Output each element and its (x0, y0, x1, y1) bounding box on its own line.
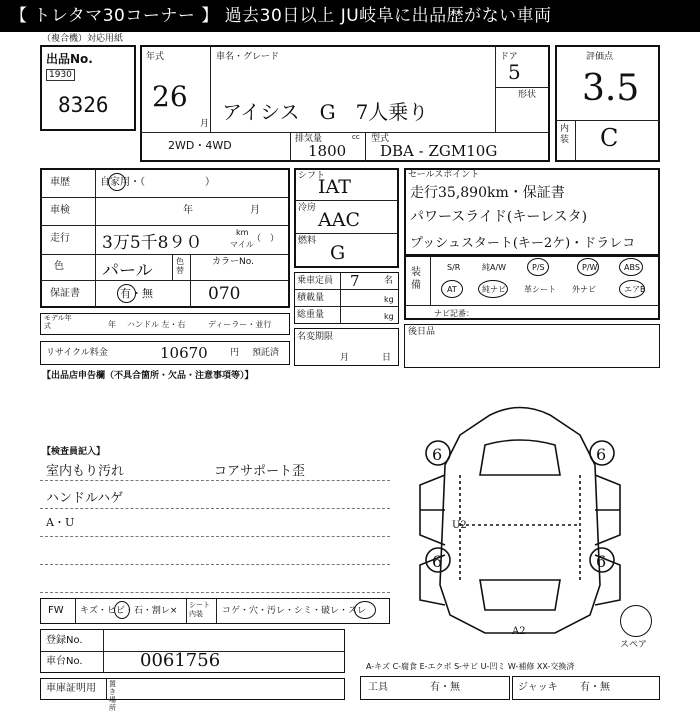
model-year-unit: 年 (108, 320, 116, 329)
remarks-caption: 【出品店申告欄（不具合箇所・欠品・注意事項等）】 (42, 371, 254, 381)
seat-circle (354, 601, 376, 619)
equip-abs: ABS (624, 263, 640, 272)
warranty-circle (117, 284, 136, 303)
inspection-label: 車検 (50, 205, 70, 216)
color-value: パール (102, 261, 153, 281)
model-label: 型式 (371, 134, 390, 144)
mileage-value: 3万5千8９０ (102, 233, 203, 253)
equip-circle-ps (527, 258, 549, 276)
car-damage-diagram (410, 395, 630, 645)
car-name-label: 車名・グレード (216, 52, 280, 62)
equip-circle-nav (478, 280, 508, 298)
dealer-options: ディーラー・並行 (208, 320, 272, 329)
selling-points-label: セールスポイント (408, 170, 480, 180)
mileage-label: 走行 (50, 233, 70, 244)
reg-change-day: 日 (382, 353, 392, 363)
equip-airbag: エアB (624, 285, 646, 294)
recycle-note: 預託済 (252, 348, 280, 358)
equip-circle-abs (619, 258, 643, 276)
displacement-label: 排気量 (295, 134, 323, 144)
fuel-value: G (330, 242, 346, 264)
grade-value: 3.5 (582, 68, 640, 109)
damage-legend: A-キズ C-腐食 E-エクボ S-サビ U-凹ミ W-補修 XX-交換済 (366, 662, 575, 671)
drive-options: 2WD・4WD (168, 139, 232, 152)
lot-number: 8326 (58, 93, 109, 117)
equip-aftermarket-nav: 外ナビ (572, 285, 596, 294)
interior-value: C (600, 124, 619, 152)
history-circle (108, 173, 126, 191)
color-code-value: 070 (208, 284, 241, 304)
weight-label: 総重量 (297, 310, 325, 320)
reg-change-label: 名変期限 (297, 332, 334, 342)
fw-options: キズ・ヒビ・石・割レ× (80, 606, 178, 616)
spare-tire-icon (620, 605, 652, 637)
equip-circle-airbag (619, 280, 645, 298)
tools-value: 有・無 (430, 682, 460, 693)
inspection-year: 年 (183, 205, 193, 216)
inspector-caption: 【検査員記入】 (42, 447, 106, 457)
fw-label: FW (48, 605, 64, 616)
color-code-label: カラーNo. (212, 257, 254, 267)
mileage-paren: （ ） (252, 234, 280, 244)
later-items-box (404, 324, 660, 368)
reg-change-month: 月 (340, 353, 350, 363)
tire-mark-rear-right: 6 (596, 552, 607, 571)
form-header-note: （複合機）対応用紙 (42, 34, 124, 44)
fuel-label: 燃料 (298, 236, 317, 246)
displacement-unit: cc (352, 133, 360, 141)
equip-leather-seat: 革シート (524, 285, 556, 294)
handle-options: ハンドル 左・右 (127, 320, 186, 329)
shift-value: IAT (318, 176, 351, 198)
selling-point-line-1: 走行35,890km・保証書 (410, 185, 565, 201)
inspector-note-1: 室内もり汚れ (46, 464, 125, 479)
aircon-value: AAC (318, 209, 360, 231)
recycle-value: 10670 (160, 344, 208, 362)
recycle-unit: 円 (230, 348, 240, 358)
jack-value: 有・無 (580, 682, 610, 693)
inspector-note-right: コアサポート歪 (214, 464, 306, 479)
history-label: 車歴 (50, 177, 70, 188)
equip-alloy-wheel: 純A/W (482, 263, 507, 272)
history-options: 自家用・（ ） (100, 177, 215, 188)
seat-label: シート内装 (189, 601, 210, 618)
garage-label: 車庫証明用 (46, 683, 96, 694)
mileage-unit-km: km (236, 228, 249, 237)
garage-place-label: 置き場所 (109, 680, 116, 712)
lot-label: 出品No. (46, 52, 93, 66)
tire-mark-front-right: 6 (596, 445, 607, 464)
capacity-value: 7 (350, 272, 360, 290)
equip-circle-at (441, 280, 463, 298)
model-year-label: モデル年式 (44, 314, 72, 330)
equip-power-steering: P/S (532, 263, 545, 272)
equip-at: AT (447, 285, 457, 294)
inspector-note-3: A・U (46, 516, 75, 529)
later-items-label: 後日品 (408, 327, 436, 337)
tire-mark-front-left: 6 (432, 445, 443, 464)
recycle-label: リサイクル料金 (46, 348, 108, 358)
year-value: 26 (152, 80, 188, 113)
model-value: DBA - ZGM10G (380, 142, 498, 160)
warranty-options: 有・無 (120, 287, 153, 300)
aircon-label: 冷房 (298, 203, 317, 213)
tire-mark-rear-left: 6 (432, 552, 443, 571)
doors-label: ドア (500, 52, 518, 62)
color-label: 色 (54, 261, 64, 272)
selling-point-line-3: プッシュスタート(キー2ケ)・ドラレコ (410, 236, 636, 251)
mileage-unit-mile: マイル (230, 240, 254, 249)
seat-options: コゲ・穴・汚レ・シミ・破レ・スレ (222, 606, 367, 616)
fw-circle (114, 601, 130, 619)
load-unit: kg (384, 295, 394, 304)
equip-power-window: P/W (582, 263, 598, 272)
car-name-value: アイシス G 7人乗り (222, 100, 429, 124)
inspector-note-2: ハンドルハゲ (46, 491, 124, 506)
load-label: 積載量 (297, 293, 325, 303)
warranty-label: 保証書 (50, 288, 80, 299)
spare-label: スペア (620, 640, 648, 650)
year-month-label: 月 (200, 119, 210, 129)
weight-unit: kg (384, 312, 394, 321)
tools-label: 工具 (368, 682, 388, 693)
capacity-label: 乗車定員 (297, 276, 334, 286)
color-change-label: 色替 (176, 257, 184, 275)
capacity-unit: 名 (384, 276, 394, 286)
damage-mark-a2: A2 (512, 626, 526, 637)
interior-label: 内装 (560, 124, 570, 145)
grade-label: 評価点 (586, 52, 614, 62)
doors-value: 5 (508, 60, 521, 84)
equip-factory-nav: 純ナビ (482, 285, 506, 294)
shape-label: 形状 (518, 90, 537, 100)
selling-point-line-2: パワースライド(キーレスタ) (410, 209, 588, 225)
chassis-value: 0061756 (140, 650, 221, 671)
displacement-value: 1800 (308, 142, 347, 160)
equip-circle-pw (577, 258, 599, 276)
year-label: 年式 (146, 52, 165, 62)
reg-no-label: 登録No. (46, 635, 83, 646)
inspection-month: 月 (250, 205, 260, 216)
shift-label: シフト (298, 171, 326, 181)
lot-stamp: 1930 (46, 69, 75, 81)
nav-serial-label: ナビ記番： (434, 309, 474, 318)
equipment-label: 装備 (411, 267, 421, 291)
chassis-label: 車台No. (46, 656, 83, 667)
damage-mark-u2: U2 (452, 520, 467, 531)
jack-label: ジャッキ (518, 682, 558, 693)
banner-title: 【 トレタマ30コーナー 】 過去30日以上 JU岐阜に出品歴がない車両 (0, 0, 700, 32)
equip-sr: S/R (447, 263, 461, 272)
